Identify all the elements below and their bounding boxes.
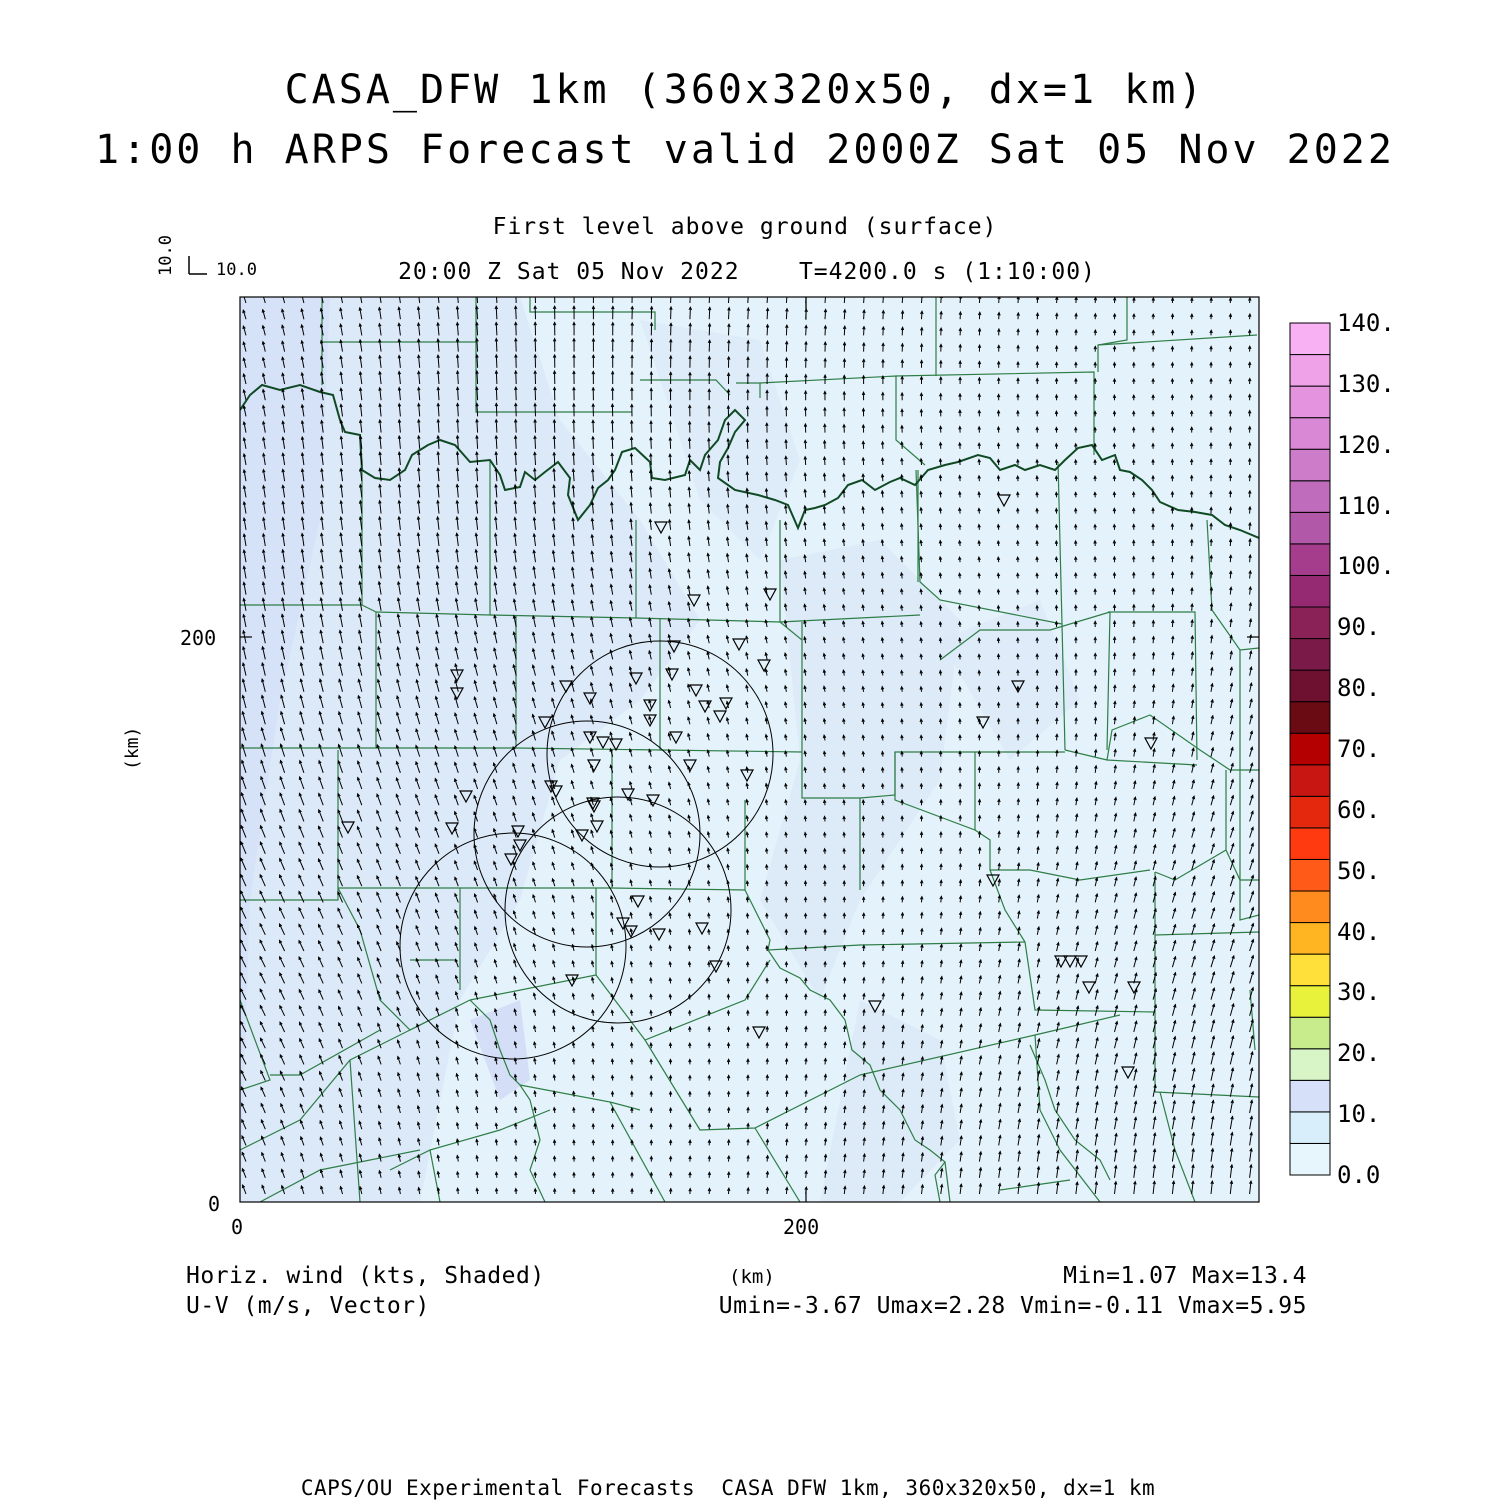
wind-vector-head — [631, 290, 634, 293]
wind-vector-head — [437, 291, 440, 294]
title-line-2: 1:00 h ARPS Forecast valid 2000Z Sat 05 Nov 2022 — [95, 127, 1395, 173]
wind-vector-head — [747, 292, 750, 295]
wind-vector-head — [612, 290, 615, 293]
wind-vector-head — [301, 293, 304, 296]
wind-vector-head — [824, 293, 827, 296]
wind-vector-head — [728, 291, 731, 294]
wind-vector — [516, 322, 517, 335]
wind-vector — [902, 295, 903, 304]
map-panel — [240, 290, 1259, 1202]
wind-vector-head — [650, 290, 653, 293]
wind-vector-head — [476, 290, 479, 293]
wind-vector-head — [573, 290, 576, 293]
wind-vector-head — [863, 294, 866, 297]
wind-vector-head — [398, 291, 401, 294]
wind-vector — [516, 339, 517, 352]
wind-vector-head — [417, 291, 420, 294]
wind-vector-head — [689, 291, 692, 294]
wind-vector — [844, 293, 845, 303]
wind-vector-head — [320, 293, 323, 296]
title-line-1: CASA_DFW 1km (360x320x50, dx=1 km) — [284, 67, 1206, 113]
wind-vector-head — [553, 290, 556, 293]
wind-vector — [922, 295, 923, 303]
wind-vector — [883, 294, 884, 303]
wind-vector-head — [456, 291, 459, 294]
wind-vector-head — [592, 290, 595, 293]
subtitle-time: 20:00 Z Sat 05 Nov 2022 T=4200.0 s (1:10:00) — [398, 259, 1096, 285]
wind-vector-head — [514, 290, 517, 293]
wind-vector-head — [534, 290, 537, 293]
wind-vector-head — [262, 294, 265, 297]
wind-vector-head — [670, 291, 673, 294]
wind-vector — [554, 420, 555, 433]
wind-vector-head — [282, 293, 284, 296]
subtitle-level: First level above ground (surface) — [492, 214, 998, 240]
wind-vector-head — [766, 292, 769, 295]
wind-vector-head — [378, 292, 381, 295]
wind-vector-head — [805, 293, 808, 296]
wind-vector — [864, 294, 865, 303]
wind-vector-head — [359, 292, 362, 295]
wind-vector — [516, 371, 517, 384]
wind-vector-head — [708, 291, 711, 294]
wind-vector — [535, 420, 536, 433]
wind-vector-head — [495, 290, 498, 293]
wind-vector-head — [340, 292, 343, 295]
wind-vector — [535, 404, 536, 417]
wind-vector — [516, 404, 517, 417]
wind-vector-head — [786, 292, 789, 295]
wind-vector-head — [844, 293, 847, 296]
wind-vector — [516, 387, 517, 400]
